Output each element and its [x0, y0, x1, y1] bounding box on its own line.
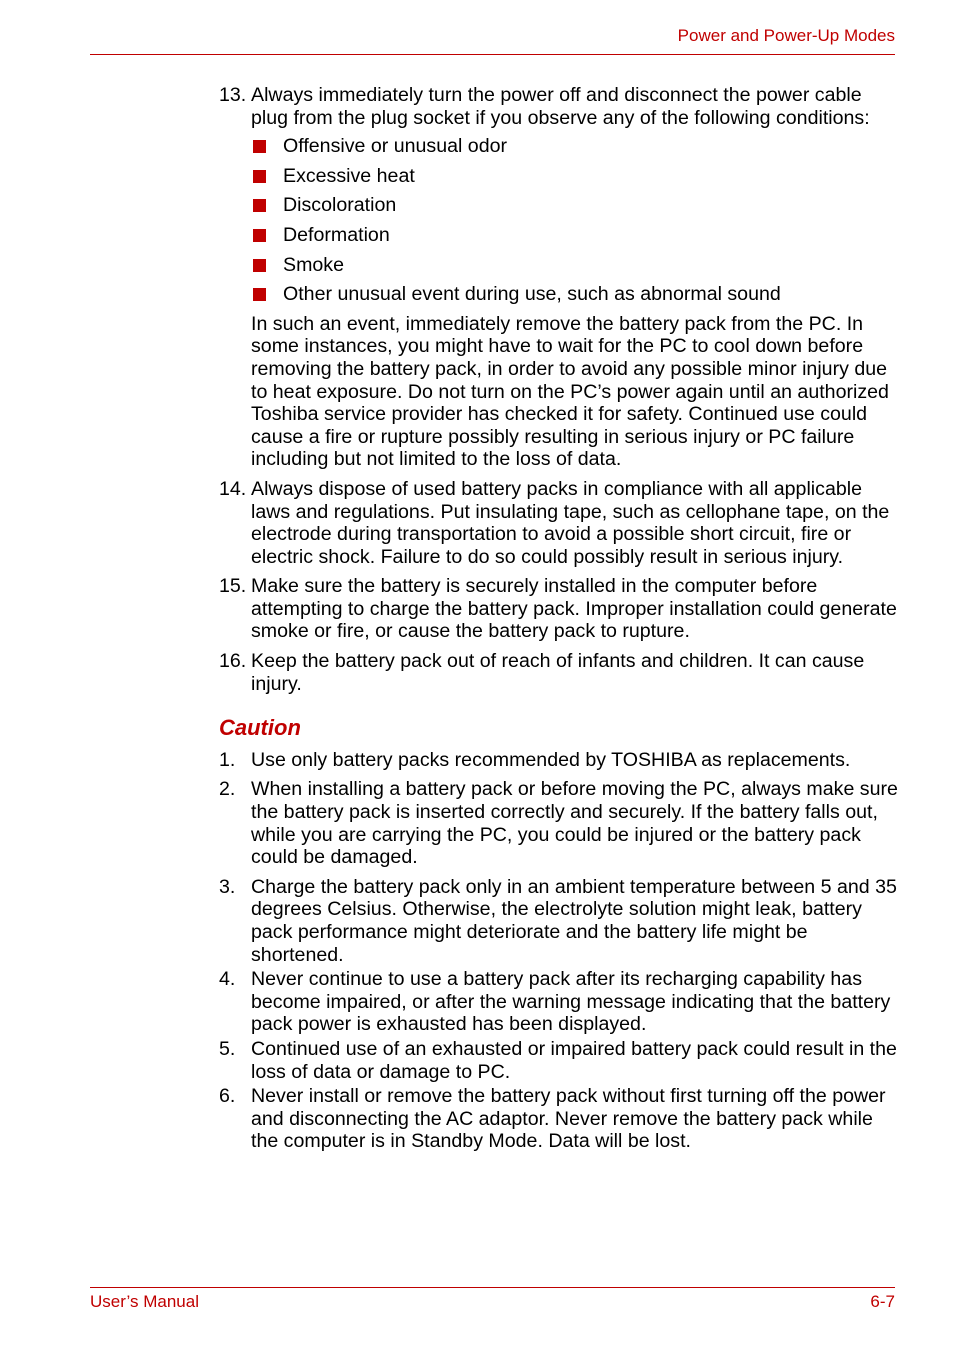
bullet-square-icon — [253, 140, 266, 153]
item-number: 14. — [219, 477, 247, 500]
condition-item: Excessive heat — [251, 165, 899, 188]
header-rule — [90, 54, 895, 55]
condition-item: Smoke — [251, 254, 899, 277]
condition-item: Discoloration — [251, 194, 899, 217]
item-number: 15. — [219, 575, 247, 598]
caution-item — [219, 778, 899, 868]
item-number: 13. — [219, 84, 247, 106]
item-text: Always dispose of used battery packs in compliance with all applicable laws and regulations. Put insulating tape, such as cellophane tape, on the electrode during transportation to avoid a possible short circuit, fire or electric shock. Failure to do so could possibly result in serious injury. — [251, 477, 890, 568]
caution-item — [219, 749, 899, 772]
section-title: Power and Power-Up Modes — [677, 26, 895, 45]
bullet-square-icon — [253, 259, 266, 272]
list-item — [219, 478, 899, 568]
item-number: 16. — [219, 650, 247, 673]
item-text: Always immediately turn the power off and disconnect the power cable plug from the plug socket if you observe any of the following conditions: — [251, 84, 870, 129]
caution-item — [219, 968, 899, 1036]
bullet-square-icon — [253, 199, 266, 212]
item-text: Use only battery packs recommended by TOSHIBA as replacements. — [251, 748, 851, 771]
item-text: Continued use of an exhausted or impaired battery pack could result in the loss of data or damage to PC. — [251, 1037, 897, 1083]
page-content — [219, 84, 899, 1153]
condition-item: Other unusual event during use, such as abnormal sound — [251, 283, 899, 306]
list-item — [219, 84, 899, 471]
item-text: Keep the battery pack out of reach of infants and children. It can cause injury. — [251, 650, 865, 695]
bullet-square-icon — [253, 170, 266, 183]
bullet-square-icon — [253, 288, 266, 301]
list-item — [219, 650, 899, 695]
bullet-square-icon — [253, 229, 266, 242]
conditions-list — [251, 135, 899, 306]
condition-item: Deformation — [251, 224, 899, 247]
item-text: Make sure the battery is securely installed in the computer before attempting to charge the battery pack. Improper installation could generate smoke or fire, or cause the battery pack to rupture. — [251, 575, 897, 643]
item-text: Never install or remove the battery pack without first turning off the power and disconnecting the AC adaptor. Never remove the battery pack while the computer is in Standby Mode. Data will be lost. — [251, 1085, 886, 1153]
footer-rule — [90, 1287, 895, 1288]
item-number: 3. — [219, 875, 236, 898]
item-number: 5. — [219, 1037, 236, 1060]
item-number: 1. — [219, 748, 236, 771]
item-number: 6. — [219, 1085, 236, 1108]
caution-item — [219, 1038, 899, 1083]
page-number: 6-7 — [870, 1292, 895, 1311]
caution-heading: Caution — [219, 715, 301, 741]
item-number: 4. — [219, 968, 236, 991]
caution-item — [219, 1085, 899, 1153]
item-text: Charge the battery pack only in an ambient temperature between 5 and 35 degrees Celsius. Otherwise, the electrolyte solution might leak, battery pack performance might deteriorate and the battery life might be shortened. — [251, 875, 897, 966]
item-text: When installing a battery pack or before moving the PC, always make sure the battery pack is inserted correctly and securely. If the battery falls out, while you are carrying the PC, you could be injured or the battery pack could be damaged. — [251, 778, 898, 869]
condition-item: Offensive or unusual odor — [251, 135, 899, 158]
item-number: 2. — [219, 778, 236, 801]
caution-item — [219, 876, 899, 966]
list-item — [219, 575, 899, 643]
item-text: Never continue to use a battery pack after its recharging capability has become impaired, or after the warning message indicating that the battery pack power is exhausted has been displayed. — [251, 968, 891, 1036]
footer-manual-title: User’s Manual — [90, 1292, 199, 1311]
event-paragraph: In such an event, immediately remove the battery pack from the PC. In some instances, you might have to wait for the PC to cool down before removing the battery pack, in order to avoid any possible minor injury due to heat exposure. Do not turn on the PC’s power again until an authorized Toshiba service provider has checked it for safety. Continued use could cause a fire or rupture possibly resulting in serious injury or PC failure including but not limited to the loss of data. — [251, 312, 889, 471]
